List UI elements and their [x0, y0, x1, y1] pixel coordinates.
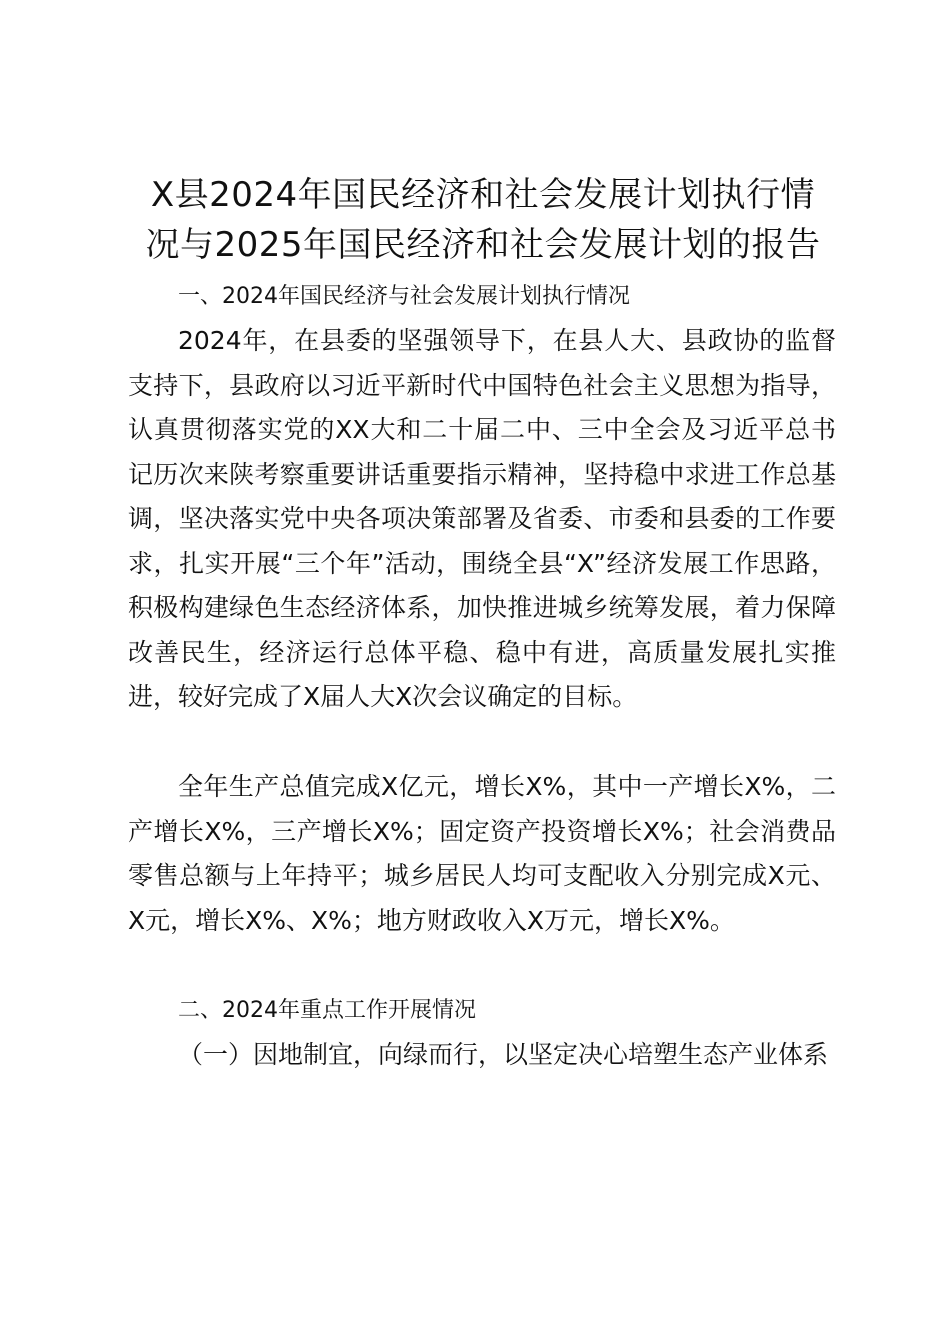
title-line-2: 况与2025年国民经济和社会发展计划的报告 — [145, 225, 821, 265]
paragraph-2: 全年生产总值完成X亿元，增长X%，其中一产增长X%，二产增长X%，三产增长X%；固定资产投资增长X%；社会消费品零售总额与上年持平；城乡居民人均可支配收入分别完成X元、X元，增长X%、X%；地方财政收入X万元，增长X%。 — [128, 772, 836, 935]
document-title — [128, 170, 838, 270]
section-heading-1: 一、2024年国民经济与社会发展计划执行情况 — [178, 284, 630, 309]
subsection-heading-1: （一）因地制宜，向绿而行，以坚定决心培塑生态产业体系 — [178, 1040, 829, 1069]
section-heading-2: 二、2024年重点工作开展情况 — [178, 998, 476, 1023]
title-line-1: X县2024年国民经济和社会发展计划执行情 — [150, 175, 816, 215]
paragraph-1: 2024年，在县委的坚强领导下，在县人大、县政协的监督支持下，县政府以习近平新时代中国特色社会主义思想为指导，认真贯彻落实党的XX大和二十届二中、三中全会及习近平总书记历次来陕考察重要讲话重要指示精神，坚持稳中求进工作总基调，坚决落实党中央各项决策部署及省委、市委和县委的工作要求，扎实开展“三个年”活动，围绕全县“X”经济发展工作思路，积极构建绿色生态经济体系，加快推进城乡统筹发展，着力保障改善民生，经济运行总体平稳、稳中有进，高质量发展扎实推进，较好完成了X届人大X次会议确定的目标。 — [128, 326, 836, 711]
